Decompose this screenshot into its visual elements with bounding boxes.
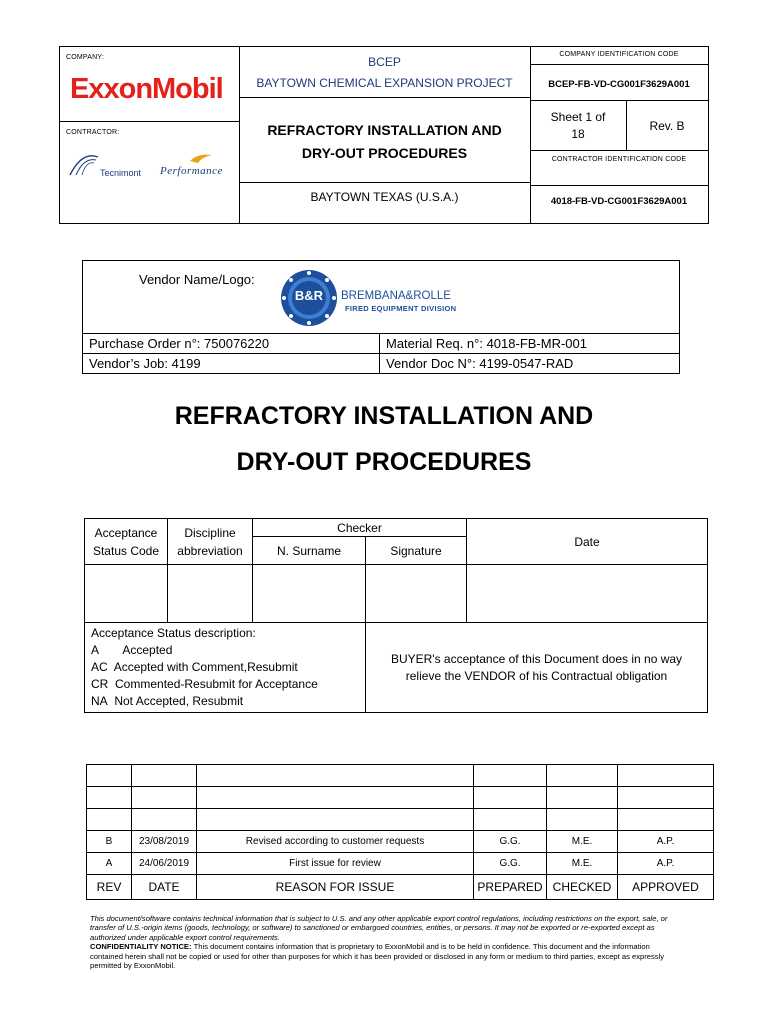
doc-title-line1: REFRACTORY INSTALLATION AND xyxy=(267,122,502,138)
rev-cell xyxy=(474,765,547,787)
signature-cell[interactable] xyxy=(366,565,467,623)
acceptance-description xyxy=(85,623,366,713)
vendor-doc-no: Vendor Doc N°: 4199-0547-RAD xyxy=(386,356,574,371)
contractor-label: CONTRACTOR: xyxy=(66,129,120,136)
confidentiality-label: CONFIDENTIALITY NOTICE: xyxy=(90,942,192,952)
buyer-notice: BUYER's acceptance of this Document does in no way relieve the VENDOR of his Contractual obligation xyxy=(366,623,708,713)
rev-approved: A.P. xyxy=(618,853,714,875)
rev-cell xyxy=(547,765,618,787)
project-code: BCEP xyxy=(368,55,401,69)
rev-cell xyxy=(618,809,714,831)
date-col-header: DATE xyxy=(132,875,197,900)
rev-cell xyxy=(197,809,474,831)
vendor-name-label: Vendor Name/Logo: xyxy=(139,272,255,287)
acceptance-table xyxy=(84,518,708,713)
signature-header: Signature xyxy=(366,537,467,565)
rev-cell xyxy=(197,787,474,809)
main-title-line2: DRY-OUT PROCEDURES xyxy=(236,448,532,476)
main-title-line1: REFRACTORY INSTALLATION AND xyxy=(174,402,594,430)
discipline-header: Discipline abbreviation xyxy=(168,519,253,565)
rev-cell xyxy=(132,809,197,831)
rev-reason: First issue for review xyxy=(197,853,474,875)
rev-col-header: REV xyxy=(87,875,132,900)
surname-header: N. Surname xyxy=(253,537,366,565)
rev-prepared: G.G. xyxy=(474,831,547,853)
rev-date: 23/08/2019 xyxy=(132,831,197,853)
checker-header: Checker xyxy=(253,519,467,537)
status-cell[interactable] xyxy=(85,565,168,623)
contractor-id: 4018-FB-VD-CG001F3629A001 xyxy=(550,196,688,207)
sheet-number: Sheet 1 of 18 xyxy=(550,110,606,141)
prepared-col-header: PREPARED xyxy=(474,875,547,900)
rev-cell xyxy=(132,787,197,809)
acceptance-status-header: Acceptance Status Code xyxy=(85,519,168,565)
bird-icon xyxy=(188,151,214,165)
rev-reason: Revised according to customer requests xyxy=(197,831,474,853)
brembana-rolle-name: BREMBANA&ROLLE xyxy=(341,290,451,302)
material-req: Material Req. n°: 4018-FB-MR-001 xyxy=(386,336,587,351)
rev-approved: A.P. xyxy=(618,831,714,853)
date-cell[interactable] xyxy=(467,565,708,623)
company-id-label: COMPANY IDENTIFICATION CODE xyxy=(559,51,679,58)
tecnimont-logo: Tecnimont xyxy=(100,168,142,178)
code-row: CR Commented-Resubmit for Acceptance xyxy=(91,677,318,691)
reason-col-header: REASON FOR ISSUE xyxy=(197,875,474,900)
rev-prepared: G.G. xyxy=(474,853,547,875)
rev-code: A xyxy=(87,853,132,875)
rev-cell xyxy=(547,787,618,809)
rev-cell xyxy=(132,765,197,787)
performance-logo: Performance xyxy=(160,165,223,177)
location: BAYTOWN TEXAS (U.S.A.) xyxy=(310,190,459,204)
revision-row xyxy=(87,831,714,853)
exxonmobil-logo: ExxonMobil xyxy=(70,73,223,105)
purchase-order: Purchase Order n°: 750076220 xyxy=(83,334,380,354)
rev-cell xyxy=(474,809,547,831)
legal-notice xyxy=(90,914,680,970)
discipline-cell[interactable] xyxy=(168,565,253,623)
contractor-id-label: CONTRACTOR IDENTIFICATION CODE xyxy=(551,156,687,163)
rev-checked: M.E. xyxy=(547,831,618,853)
vendor-job: Vendor’s Job: 4199 xyxy=(83,354,380,374)
rev-checked: M.E. xyxy=(547,853,618,875)
revision-table xyxy=(86,764,714,900)
doc-title-line2: DRY-OUT PROCEDURES xyxy=(301,145,468,161)
company-id: BCEP-FB-VD-CG001F3629A001 xyxy=(548,79,690,90)
rev-cell xyxy=(87,765,132,787)
brembana-rolle-sub: FIRED EQUIPMENT DIVISION xyxy=(345,304,457,313)
rev-code: B xyxy=(87,831,132,853)
code-row: A Accepted xyxy=(91,643,173,657)
company-label: COMPANY: xyxy=(66,54,105,61)
project-name: BAYTOWN CHEMICAL EXPANSION PROJECT xyxy=(256,76,513,90)
date-header: Date xyxy=(467,519,708,565)
checked-col-header: CHECKED xyxy=(547,875,618,900)
br-logo-mark: B&R xyxy=(294,288,324,303)
export-notice: This document/software contains technical information that is subject to U.S. and any other applicable export control regulations, including restrictions on the export, sale, or transfer of U.S.-origin items (goods, technology, or software) to sanctioned or embargoed countries, entities, or persons. It may not be exported or re-exported except as authorized under applicable export control requirements. xyxy=(90,914,668,942)
rev-cell xyxy=(87,809,132,831)
header-block xyxy=(59,46,709,224)
rev-cell xyxy=(87,787,132,809)
confidentiality-text: This document contains information that is proprietary to ExxonMobil and is to be held in confidence. This document and the information contained herein shall not be copied or used for other than purposes for which it has been provided or disclosed in any form or medium to third parties, except as expressly permitted by ExxonMobil. xyxy=(90,942,665,971)
surname-cell[interactable] xyxy=(253,565,366,623)
rev-cell xyxy=(547,809,618,831)
revision-header-row xyxy=(87,875,714,900)
code-row: AC Accepted with Comment,Resubmit xyxy=(91,660,298,674)
rev-cell xyxy=(618,765,714,787)
rev-cell xyxy=(474,787,547,809)
approved-col-header: APPROVED xyxy=(618,875,714,900)
code-row: NA Not Accepted, Resubmit xyxy=(91,694,244,708)
rev-cell xyxy=(618,787,714,809)
rev-date: 24/06/2019 xyxy=(132,853,197,875)
rev-cell xyxy=(197,765,474,787)
acceptance-description-title: Acceptance Status description: xyxy=(91,626,256,640)
revision: Rev. B xyxy=(649,119,685,133)
revision-row xyxy=(87,853,714,875)
vendor-box xyxy=(82,260,680,374)
